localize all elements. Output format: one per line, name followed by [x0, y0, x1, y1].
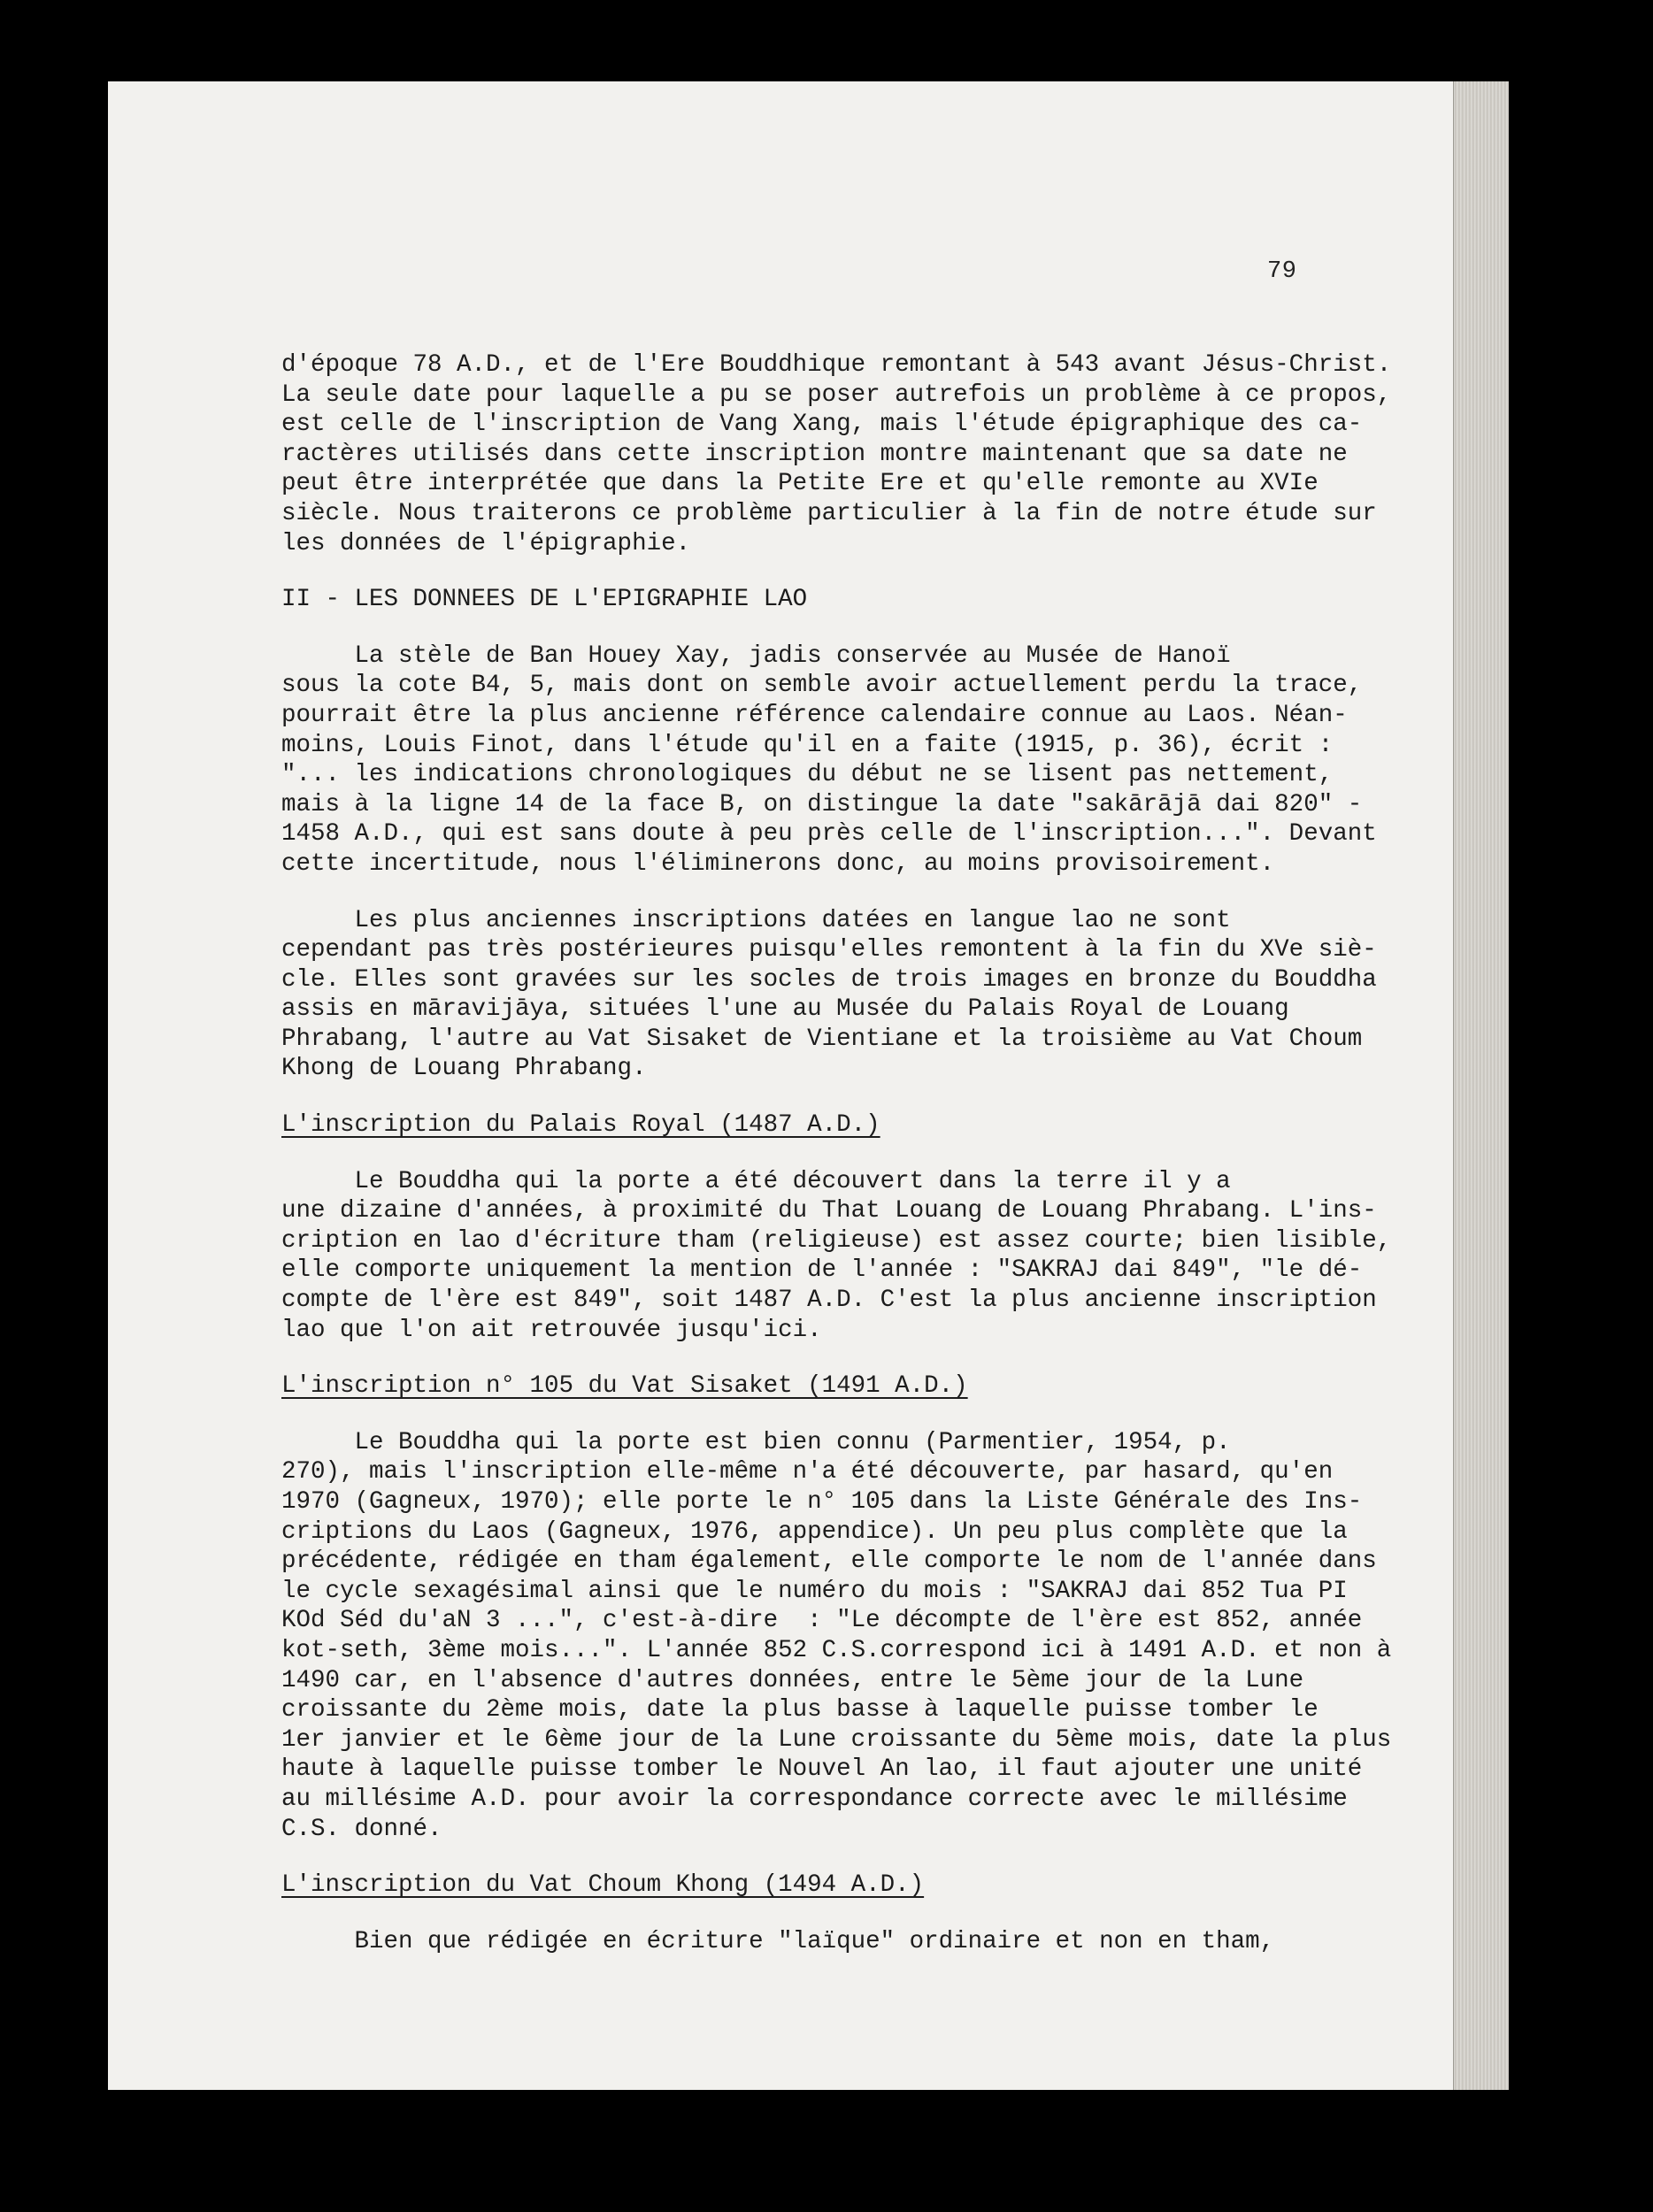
text-line: précédente, rédigée en tham également, elle comporte le nom de l'année dans — [281, 1548, 1377, 1576]
text-line: "... les indications chronologiques du début ne se lisent pas nettement, — [281, 761, 1334, 789]
paragraph-palais-royal — [281, 1167, 1392, 1346]
paragraph-oldest-inscriptions — [281, 906, 1383, 1085]
text-line: lao que l'on ait retrouvée jusqu'ici. — [281, 1316, 822, 1344]
text-line: 1er janvier et le 6ème jour de la Lune croissante du 5ème mois, date la plus — [281, 1725, 1392, 1754]
text-line: cette incertitude, nous l'éliminerons donc, au moins provisoirement. — [281, 849, 1275, 878]
text-line: C.S. donné. — [281, 1815, 442, 1843]
text-line: compte de l'ère est 849", soit 1487 A.D. C'est la plus ancienne inscription — [281, 1286, 1377, 1315]
text-line: haute à laquelle puisse tomber le Nouvel An lao, il faut ajouter une unité — [281, 1755, 1363, 1784]
paragraph-intro — [281, 350, 1392, 558]
text-line: elle comporte uniquement la mention de l'année : "SAKRAJ dai 849", "le dé- — [281, 1256, 1363, 1285]
paragraph-vat-sisaket — [281, 1428, 1392, 1844]
paragraph-vat-choum-khong — [281, 1927, 1383, 1957]
text-line: Phrabang, l'autre au Vat Sisaket de Vientiane et la troisième au Vat Choum — [281, 1025, 1363, 1053]
page-body — [281, 350, 1392, 1956]
text-line: 270), mais l'inscription elle-même n'a été découverte, par hasard, qu'en — [281, 1458, 1334, 1486]
text-line: Les plus anciennes inscriptions datées en langue lao ne sont — [281, 906, 1231, 934]
text-line: croissante du 2ème mois, date la plus basse à laquelle puisse tomber le — [281, 1696, 1319, 1724]
text-line: le cycle sexagésimal ainsi que le numéro du mois : "SAKRAJ dai 852 Tua PI — [281, 1577, 1348, 1605]
text-line: La seule date pour laquelle a pu se poser autrefois un problème à ce propos, — [281, 380, 1392, 409]
text-line: cependant pas très postérieures puisqu'elles remontent à la fin du XVe siè- — [281, 936, 1377, 964]
text-line: siècle. Nous traiterons ce problème particulier à la fin de notre étude sur — [281, 499, 1377, 527]
page-edge-stack — [1453, 81, 1509, 2090]
text-line: cription en lao d'écriture tham (religieuse) est assez courte; bien lisible, — [281, 1226, 1392, 1255]
text-line: pourrait être la plus ancienne référence calendaire connue au Laos. Néan- — [281, 701, 1348, 729]
page-number: 79 — [1267, 258, 1297, 285]
text-line: les données de l'épigraphie. — [281, 529, 691, 557]
text-line: kot-seth, 3ème mois...". L'année 852 C.S.correspond ici à 1491 A.D. et non à — [281, 1636, 1392, 1664]
text-line: sous la cote B4, 5, mais dont on semble avoir actuellement perdu la trace, — [281, 672, 1363, 700]
text-line: Bien que rédigée en écriture "laïque" ordinaire et non en tham, — [281, 1927, 1275, 1955]
subsection-heading-vat-sisaket: L'inscription n° 105 du Vat Sisaket (1491 A.D.) — [281, 1372, 968, 1401]
text-line: 1970 (Gagneux, 1970); elle porte le n° 105 dans la Liste Générale des Ins- — [281, 1488, 1363, 1516]
text-line: moins, Louis Finot, dans l'étude qu'il en a faite (1915, p. 36), écrit : — [281, 731, 1334, 759]
text-line: 1490 car, en l'absence d'autres données, entre le 5ème jour de la Lune — [281, 1666, 1304, 1694]
paragraph-stele — [281, 641, 1383, 879]
text-line: d'époque 78 A.D., et de l'Ere Bouddhique remontant à 543 avant Jésus-Christ. — [281, 351, 1392, 379]
text-line: Le Bouddha qui la porte a été découvert dans la terre il y a — [281, 1167, 1231, 1195]
text-line: ractères utilisés dans cette inscription montre maintenant que sa date ne — [281, 440, 1348, 468]
text-line: La stèle de Ban Houey Xay, jadis conservée au Musée de Hanoï — [281, 641, 1231, 670]
text-line: criptions du Laos (Gagneux, 1976, appendice). Un peu plus complète que la — [281, 1517, 1348, 1546]
section-heading: II - LES DONNEES DE L'EPIGRAPHIE LAO — [281, 586, 808, 614]
text-line: cle. Elles sont gravées sur les socles de trois images en bronze du Bouddha — [281, 965, 1377, 994]
text-line: KOd Séd du'aN 3 ...", c'est-à-dire : "Le décompte de l'ère est 852, année — [281, 1607, 1363, 1635]
text-line: au millésime A.D. pour avoir la correspondance correcte avec le millésime — [281, 1785, 1348, 1813]
text-line: Khong de Louang Phrabang. — [281, 1055, 647, 1083]
text-line: peut être interprétée que dans la Petite Ere et qu'elle remonte au XVIe — [281, 470, 1319, 498]
text-line: assis en māravijāya, situées l'une au Musée du Palais Royal de Louang — [281, 995, 1289, 1024]
text-line: 1458 A.D., qui est sans doute à peu près celle de l'inscription...". Devant — [281, 820, 1377, 849]
subsection-heading-vat-choum-khong: L'inscription du Vat Choum Khong (1494 A.D.) — [281, 1871, 925, 1900]
text-line: une dizaine d'années, à proximité du That Louang de Louang Phrabang. L'ins- — [281, 1197, 1377, 1225]
text-line: est celle de l'inscription de Vang Xang, mais l'étude épigraphique des ca- — [281, 411, 1363, 439]
text-line: mais à la ligne 14 de la face B, on distingue la date "sakārājā dai 820" - — [281, 790, 1363, 818]
subsection-heading-palais-royal: L'inscription du Palais Royal (1487 A.D.) — [281, 1111, 880, 1140]
text-line: Le Bouddha qui la porte est bien connu (Parmentier, 1954, p. — [281, 1428, 1231, 1456]
